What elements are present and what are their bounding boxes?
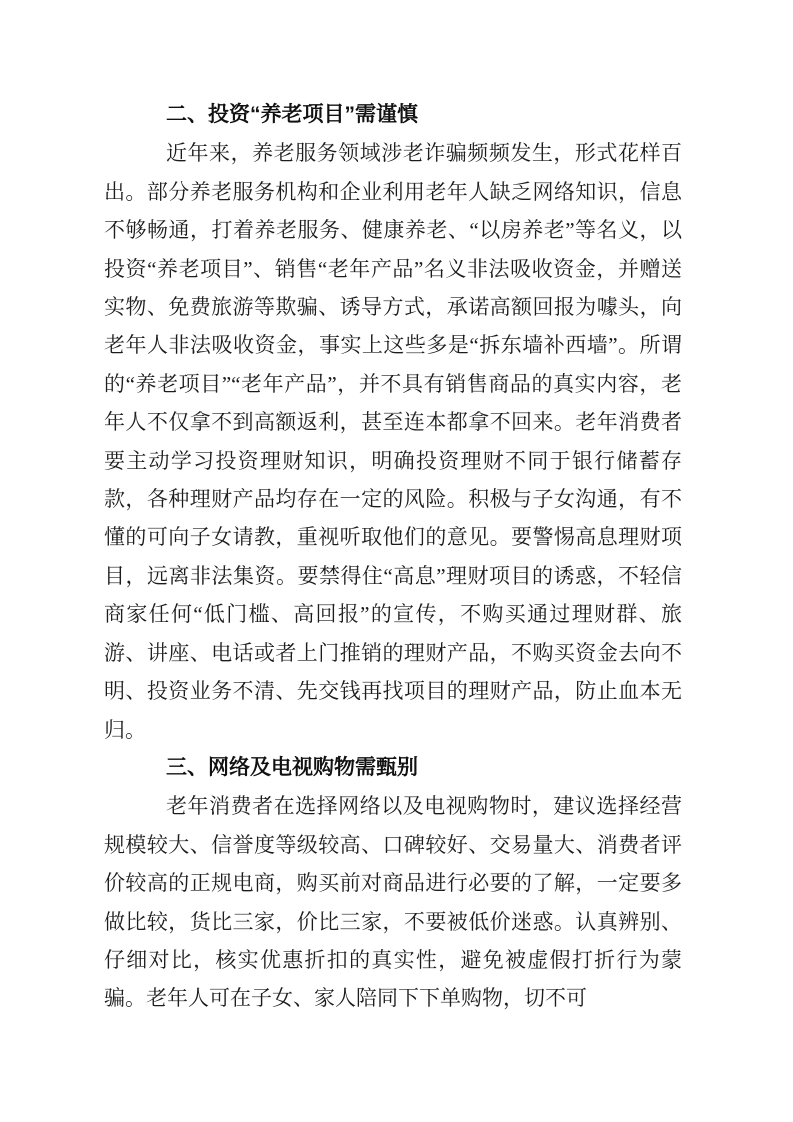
section-paragraph-online-tv-shopping: 老年消费者在选择网络以及电视购物时，建议选择经营规模较大、信誉度等级较高、口碑较好、交易量大、消费者评价较高的正规电商，购买前对商品进行必要的了解，一定要多做比较，货比三家，价比三家，不要被低价迷惑。认真辨别、仔细对比，核实优惠折扣的真实性，避免被虚假打折行为蒙骗。老年人可在子女、家人陪同下下单购物，切不可 <box>104 794 682 1011</box>
section-paragraph-investment: 近年来，养老服务领域涉老诈骗频频发生，形式花样百出。部分养老服务机构和企业利用老年人缺乏网络知识，信息不够畅通，打着养老服务、健康养老、“以房养老”等名义，以投资“养老项目”、销售“老年产品”名义非法吸收资金，并赠送实物、免费旅游等欺骗、诱导方式，承诺高额回报为噱头，向老年人非法吸收资金，事实上这些多是“拆东墙补西墙”。所谓的“养老项目”“老年产品”，并不具有销售商品的真实内容，老年人不仅拿不到高额返利，甚至连本都拿不回来。老年消费者要主动学习投资理财知识，明确投资理财不同于银行储蓄存款，各种理财产品均存在一定的风险。积极与子女沟通，有不懂的可向子女请教，重视听取他们的意见。要警惕高息理财项目，远离非法集资。要禁得住“高息”理财项目的诱惑，不轻信商家任何“低门槛、高回报”的宣传，不购买通过理财群、旅游、讲座、电话或者上门推销的理财产品，不购买资金去向不明、投资业务不清、先交钱再找项目的理财产品，防止血本无归。 <box>104 141 682 742</box>
section-heading-online-tv-shopping: 三、网络及电视购物需甄别 <box>166 755 418 779</box>
section-heading-investment: 二、投资“养老项目”需谨慎 <box>166 103 418 126</box>
